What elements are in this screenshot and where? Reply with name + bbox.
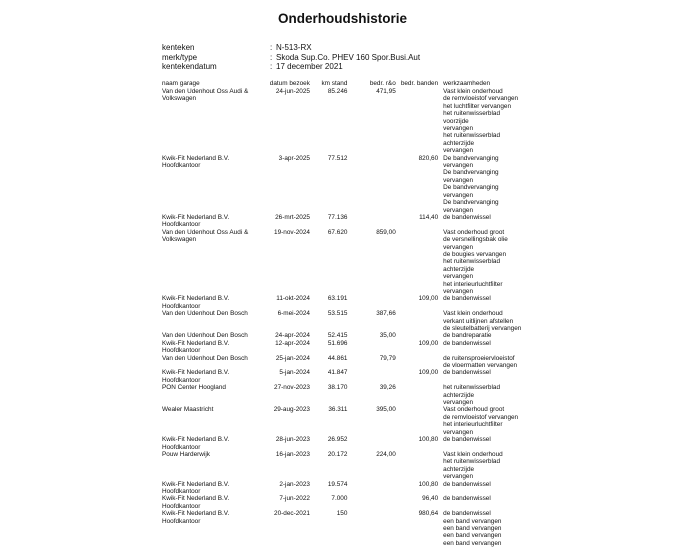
cell-work-line: de versnellingsbak olie vervangen (443, 236, 508, 251)
cell-ro (347, 510, 395, 547)
cell-date-line: 2-jan-2023 (279, 480, 310, 488)
cell-garage (162, 510, 253, 547)
cell-work (438, 340, 527, 355)
cell-bd (396, 451, 438, 481)
meta-row (162, 53, 420, 63)
cell-garage-line: Kwik-Fit Nederland B.V. (162, 295, 230, 303)
cell-date (253, 310, 310, 332)
cell-km-line: 53.515 (327, 310, 348, 318)
meta-separator: : (270, 62, 273, 72)
cell-work (438, 229, 527, 296)
cell-work-line: de sleutelbatterij vervangen (443, 325, 522, 332)
cell-garage-line: Hoofdkantoor (162, 162, 201, 170)
cell-bd (396, 406, 438, 436)
cell-bd-line: 820,60 (418, 154, 439, 162)
cell-garage (162, 295, 253, 310)
cell-ro-line: 35,00 (379, 332, 396, 340)
cell-date-line: 26-mrt-2025 (275, 213, 310, 221)
cell-bd (396, 369, 438, 384)
cell-date (253, 384, 310, 406)
cell-work-line: de vloermatten vervangen (443, 362, 518, 370)
cell-garage (162, 214, 253, 229)
cell-bd (396, 295, 438, 310)
cell-km-line: 67.620 (327, 228, 348, 236)
header-date: datum bezoek (269, 80, 310, 87)
table-row (162, 355, 527, 370)
cell-work-line: een band vervangen (443, 524, 502, 532)
cell-work-line: verkant uitlijnen afstellen (443, 317, 514, 325)
cell-ro (347, 436, 395, 451)
cell-garage-line: PON Center Hoogland (162, 384, 226, 392)
cell-km-line: 85.246 (327, 88, 348, 95)
cell-garage (162, 481, 253, 496)
cell-work (438, 369, 527, 384)
cell-garage (162, 495, 253, 510)
cell-work (438, 332, 527, 339)
cell-garage-line: Van den Udenhout Den Bosch (162, 332, 248, 340)
cell-ro-line: 471,95 (376, 88, 396, 95)
header-garage: naam garage (162, 80, 200, 87)
cell-garage (162, 229, 253, 296)
cell-km-line: 41.847 (327, 369, 348, 377)
cell-km (310, 214, 347, 229)
cell-km-line: 63.191 (327, 295, 348, 303)
cell-bd-line: 109,00 (418, 295, 439, 303)
cell-garage (162, 340, 253, 355)
cell-work (438, 510, 527, 547)
cell-bd (396, 436, 438, 451)
cell-work-line: Vast onderhoud groot (443, 228, 505, 236)
cell-bd (396, 481, 438, 496)
meta-value: 17 december 2021 (276, 62, 343, 72)
cell-date-line: 16-jan-2023 (275, 450, 310, 458)
cell-km-line: 36.311 (328, 406, 348, 414)
cell-ro (347, 481, 395, 496)
cell-km (310, 88, 347, 155)
cell-date (253, 295, 310, 310)
cell-km (310, 436, 347, 451)
cell-garage (162, 406, 253, 436)
cell-date-line: 27-nov-2023 (274, 384, 310, 392)
table-row (162, 340, 527, 355)
cell-km-line: 52.415 (327, 332, 348, 340)
cell-date (253, 355, 310, 370)
cell-km (310, 384, 347, 406)
cell-bd-line: 114,40 (419, 213, 439, 221)
cell-date (253, 406, 310, 436)
cell-date (253, 332, 310, 339)
table-row (162, 481, 527, 496)
cell-garage-line: Van den Udenhout Oss Audi & (162, 88, 249, 95)
cell-garage-line: Kwik-Fit Nederland B.V. (162, 480, 230, 488)
cell-date-line: 19-nov-2024 (274, 228, 310, 236)
cell-garage-line: Hoofdkantoor (162, 487, 201, 495)
cell-date (253, 340, 310, 355)
table-body (162, 88, 527, 547)
cell-work-line: het ruitenwisserblad achterzijde (443, 132, 500, 147)
cell-km-line: 19.574 (327, 480, 348, 488)
cell-work-line: het interieurluchtfilter vervangen (443, 280, 503, 295)
cell-work (438, 310, 527, 332)
cell-work-line: Vast klein onderhoud (443, 310, 503, 318)
cell-date (253, 481, 310, 496)
cell-garage-line: Hoofdkantoor (162, 302, 201, 310)
cell-garage-line: Kwik-Fit Nederland B.V. (162, 213, 230, 221)
cell-km (310, 332, 347, 339)
cell-work-line: de bandreparatie (443, 332, 492, 340)
cell-date (253, 451, 310, 481)
cell-garage-line: Kwik-Fit Nederland B.V. (162, 436, 230, 444)
cell-bd (396, 510, 438, 547)
cell-garage-line: Kwik-Fit Nederland B.V. (162, 495, 230, 503)
cell-work-line: De bandvervanging vervangen (443, 199, 499, 214)
cell-date-line: 29-aug-2023 (273, 406, 310, 414)
cell-km (310, 355, 347, 370)
cell-date-line: 3-apr-2025 (278, 154, 310, 162)
cell-work (438, 436, 527, 451)
cell-garage (162, 310, 253, 332)
meta-value: N-513-RX (276, 43, 312, 52)
cell-bd (396, 310, 438, 332)
cell-bd (396, 384, 438, 406)
cell-ro (347, 451, 395, 481)
cell-work-line: de bandenwissel (443, 510, 491, 518)
cell-work-line: de ruitensproeiervloeistof (443, 354, 515, 362)
cell-km-line: 7.000 (331, 495, 348, 503)
cell-ro (347, 155, 395, 214)
cell-garage-line: Hoofdkantoor (162, 347, 201, 355)
cell-work (438, 495, 527, 510)
cell-ro-line: 387,66 (376, 310, 396, 318)
cell-km (310, 481, 347, 496)
cell-km-line: 77.512 (327, 154, 348, 162)
meta-label: merk/type (162, 52, 198, 62)
cell-work-line: de bandenwissel (443, 369, 491, 377)
cell-km-line: 38.170 (327, 384, 348, 392)
table-row (162, 495, 527, 510)
cell-garage-line: Van den Udenhout Oss Audi & (162, 228, 249, 236)
cell-ro-line: 224,00 (376, 450, 396, 458)
cell-work-line: het ruitenwisserblad voorzijde (443, 110, 500, 125)
vehicle-meta (162, 43, 420, 72)
cell-ro (347, 495, 395, 510)
cell-date (253, 88, 310, 155)
cell-bd (396, 332, 438, 339)
cell-work-line: de bandenwissel (443, 339, 491, 347)
table-row (162, 332, 527, 339)
cell-work (438, 155, 527, 214)
cell-garage-line: Volkswagen (162, 236, 197, 244)
meta-separator: : (270, 52, 273, 62)
cell-garage-line: Hoofdkantoor (162, 221, 201, 229)
cell-bd (396, 355, 438, 370)
cell-garage-line: Hoofdkantoor (162, 517, 201, 525)
cell-date-line: 11-okt-2024 (276, 295, 310, 303)
cell-bd (396, 229, 438, 296)
cell-garage-line: Kwik-Fit Nederland B.V. (162, 339, 230, 347)
cell-date-line: 7-jun-2022 (279, 495, 310, 503)
cell-km-line: 20.172 (327, 450, 348, 458)
meta-label: kentekendatum (162, 62, 217, 72)
cell-ro-line: 39,26 (379, 384, 396, 392)
cell-date-line: 28-jun-2023 (275, 436, 310, 444)
cell-garage (162, 369, 253, 384)
cell-garage-line: Kwik-Fit Nederland B.V. (162, 510, 230, 518)
cell-bd-line: 109,00 (418, 369, 439, 377)
cell-ro (347, 214, 395, 229)
cell-work-line: Vast onderhoud groot (443, 406, 505, 414)
meta-separator: : (270, 43, 273, 52)
cell-work-line: het interieurluchtfilter vervangen (443, 421, 503, 436)
cell-work-line: de bandenwissel (443, 213, 491, 221)
cell-garage-line: Pouw Harderwijk (162, 450, 210, 458)
cell-ro (347, 369, 395, 384)
table-row (162, 369, 527, 384)
cell-km (310, 340, 347, 355)
table-row (162, 510, 527, 547)
cell-km (310, 510, 347, 547)
cell-bd (396, 340, 438, 355)
cell-ro (347, 88, 395, 155)
cell-date-line: 24-apr-2024 (275, 332, 310, 340)
cell-date (253, 155, 310, 214)
cell-work (438, 384, 527, 406)
table-row (162, 436, 527, 451)
table-row (162, 384, 527, 406)
table-header (162, 80, 527, 88)
meta-label: kenteken (162, 43, 195, 52)
cell-ro-line: 395,00 (376, 406, 396, 414)
cell-ro (347, 384, 395, 406)
cell-garage-line: Hoofdkantoor (162, 443, 201, 451)
header-work: werkzaamheden (443, 80, 491, 87)
page-title: Onderhoudshistorie (277, 11, 407, 26)
cell-km-line: 77.136 (327, 213, 348, 221)
cell-work-line: het ruitenwisserblad achterzijde (443, 258, 500, 273)
cell-date-line: 5-jan-2024 (279, 369, 310, 377)
cell-work-line: vervangen (443, 399, 474, 407)
cell-garage (162, 451, 253, 481)
maintenance-table (162, 80, 527, 547)
cell-garage-line: Van den Udenhout Den Bosch (162, 310, 248, 318)
cell-km (310, 451, 347, 481)
cell-date-line: 12-apr-2024 (275, 339, 310, 347)
cell-ro (347, 229, 395, 296)
cell-bd (396, 214, 438, 229)
cell-garage (162, 384, 253, 406)
cell-date (253, 229, 310, 296)
cell-work-line: de bandenwissel (443, 495, 491, 503)
cell-km (310, 229, 347, 296)
cell-garage-line: Hoofdkantoor (162, 502, 201, 510)
cell-work-line: vervangen (443, 147, 474, 155)
table-row (162, 295, 527, 310)
cell-garage-line: Van den Udenhout Den Bosch (162, 354, 248, 362)
meta-value: Skoda Sup.Co. PHEV 160 Spor.Busi.Aut (276, 52, 421, 62)
cell-work-line: Vast klein onderhoud (443, 88, 503, 95)
cell-work-line: de bandenwissel (443, 480, 491, 488)
cell-date (253, 369, 310, 384)
meta-row (162, 43, 420, 53)
cell-ro (347, 340, 395, 355)
cell-ro (347, 355, 395, 370)
cell-garage (162, 436, 253, 451)
cell-garage (162, 155, 253, 214)
cell-work-line: het ruitenwisserblad achterzijde (443, 384, 500, 399)
header-bd: bedr. banden (400, 80, 439, 87)
cell-km (310, 495, 347, 510)
cell-work (438, 214, 527, 229)
meta-row (162, 62, 420, 72)
cell-work-line: De bandvervanging vervangen (443, 184, 499, 199)
cell-work (438, 451, 527, 481)
cell-garage (162, 88, 253, 155)
cell-date (253, 436, 310, 451)
cell-ro (347, 295, 395, 310)
cell-garage (162, 355, 253, 370)
cell-date (253, 495, 310, 510)
cell-work-line: Vast klein onderhoud (443, 450, 503, 458)
cell-work-line: de bandenwissel (443, 436, 491, 444)
cell-garage-line: Wealer Maastricht (162, 406, 214, 414)
cell-date-line: 25-jan-2024 (275, 354, 310, 362)
cell-bd-line: 96,40 (422, 495, 439, 503)
cell-km-line: 26.952 (327, 436, 348, 444)
header-km: km stand (321, 80, 348, 87)
cell-bd (396, 155, 438, 214)
cell-date-line: 24-jun-2025 (275, 88, 310, 95)
cell-bd-line: 100,80 (418, 480, 439, 488)
cell-date (253, 214, 310, 229)
cell-km (310, 406, 347, 436)
cell-work-line: de remvloeistof vervangen (443, 413, 519, 421)
cell-work-line: vervangen (443, 125, 474, 133)
cell-garage-line: Hoofdkantoor (162, 376, 201, 384)
cell-bd (396, 495, 438, 510)
table-row (162, 214, 527, 229)
cell-km-line: 51.696 (327, 339, 348, 347)
cell-bd-line: 980,64 (418, 510, 439, 518)
cell-work (438, 295, 527, 310)
cell-work (438, 355, 527, 370)
cell-work-line: het luchtfilter vervangen (443, 102, 512, 110)
header-ro: bedr. r&o (369, 80, 396, 87)
cell-date-line: 6-mei-2024 (277, 310, 310, 318)
table-row (162, 451, 527, 481)
cell-km (310, 310, 347, 332)
cell-ro-line: 859,00 (376, 228, 396, 236)
cell-bd-line: 109,00 (418, 339, 439, 347)
cell-work (438, 406, 527, 436)
cell-work-line: het ruitenwisserblad achterzijde (443, 458, 500, 473)
cell-work-line: vervangen (443, 273, 474, 281)
cell-date-line: 20-dec-2021 (274, 510, 310, 518)
cell-work-line: de bougies vervangen (443, 250, 507, 258)
cell-km (310, 155, 347, 214)
cell-work (438, 88, 527, 155)
table-row (162, 310, 527, 332)
cell-work-line: de bandenwissel (443, 295, 491, 303)
cell-work (438, 481, 527, 496)
cell-ro (347, 406, 395, 436)
cell-date (253, 510, 310, 547)
cell-work-line: De bandvervanging vervangen (443, 154, 499, 170)
cell-work-line: een band vervangen (443, 517, 502, 525)
cell-km-line: 44.861 (327, 354, 348, 362)
cell-bd (396, 88, 438, 155)
cell-km (310, 295, 347, 310)
cell-work-line: de remvloeistof vervangen (443, 95, 519, 103)
cell-work-line: De bandvervanging vervangen (443, 169, 499, 184)
table-row (162, 88, 527, 155)
cell-work-line: vervangen (443, 473, 474, 481)
cell-garage-line: Kwik-Fit Nederland B.V. (162, 154, 230, 162)
table-row (162, 406, 527, 436)
cell-bd-line: 100,80 (418, 436, 439, 444)
cell-km-line: 150 (336, 510, 348, 518)
cell-ro (347, 332, 395, 339)
cell-work-line: een band vervangen (443, 532, 502, 540)
table-row (162, 155, 527, 214)
cell-work-line: een band vervangen (443, 539, 502, 547)
cell-ro (347, 310, 395, 332)
cell-garage-line: Volkswagen (162, 95, 197, 103)
cell-ro-line: 79,79 (379, 354, 396, 362)
cell-garage (162, 332, 253, 339)
cell-garage-line: Kwik-Fit Nederland B.V. (162, 369, 230, 377)
cell-km (310, 369, 347, 384)
table-row (162, 229, 527, 296)
